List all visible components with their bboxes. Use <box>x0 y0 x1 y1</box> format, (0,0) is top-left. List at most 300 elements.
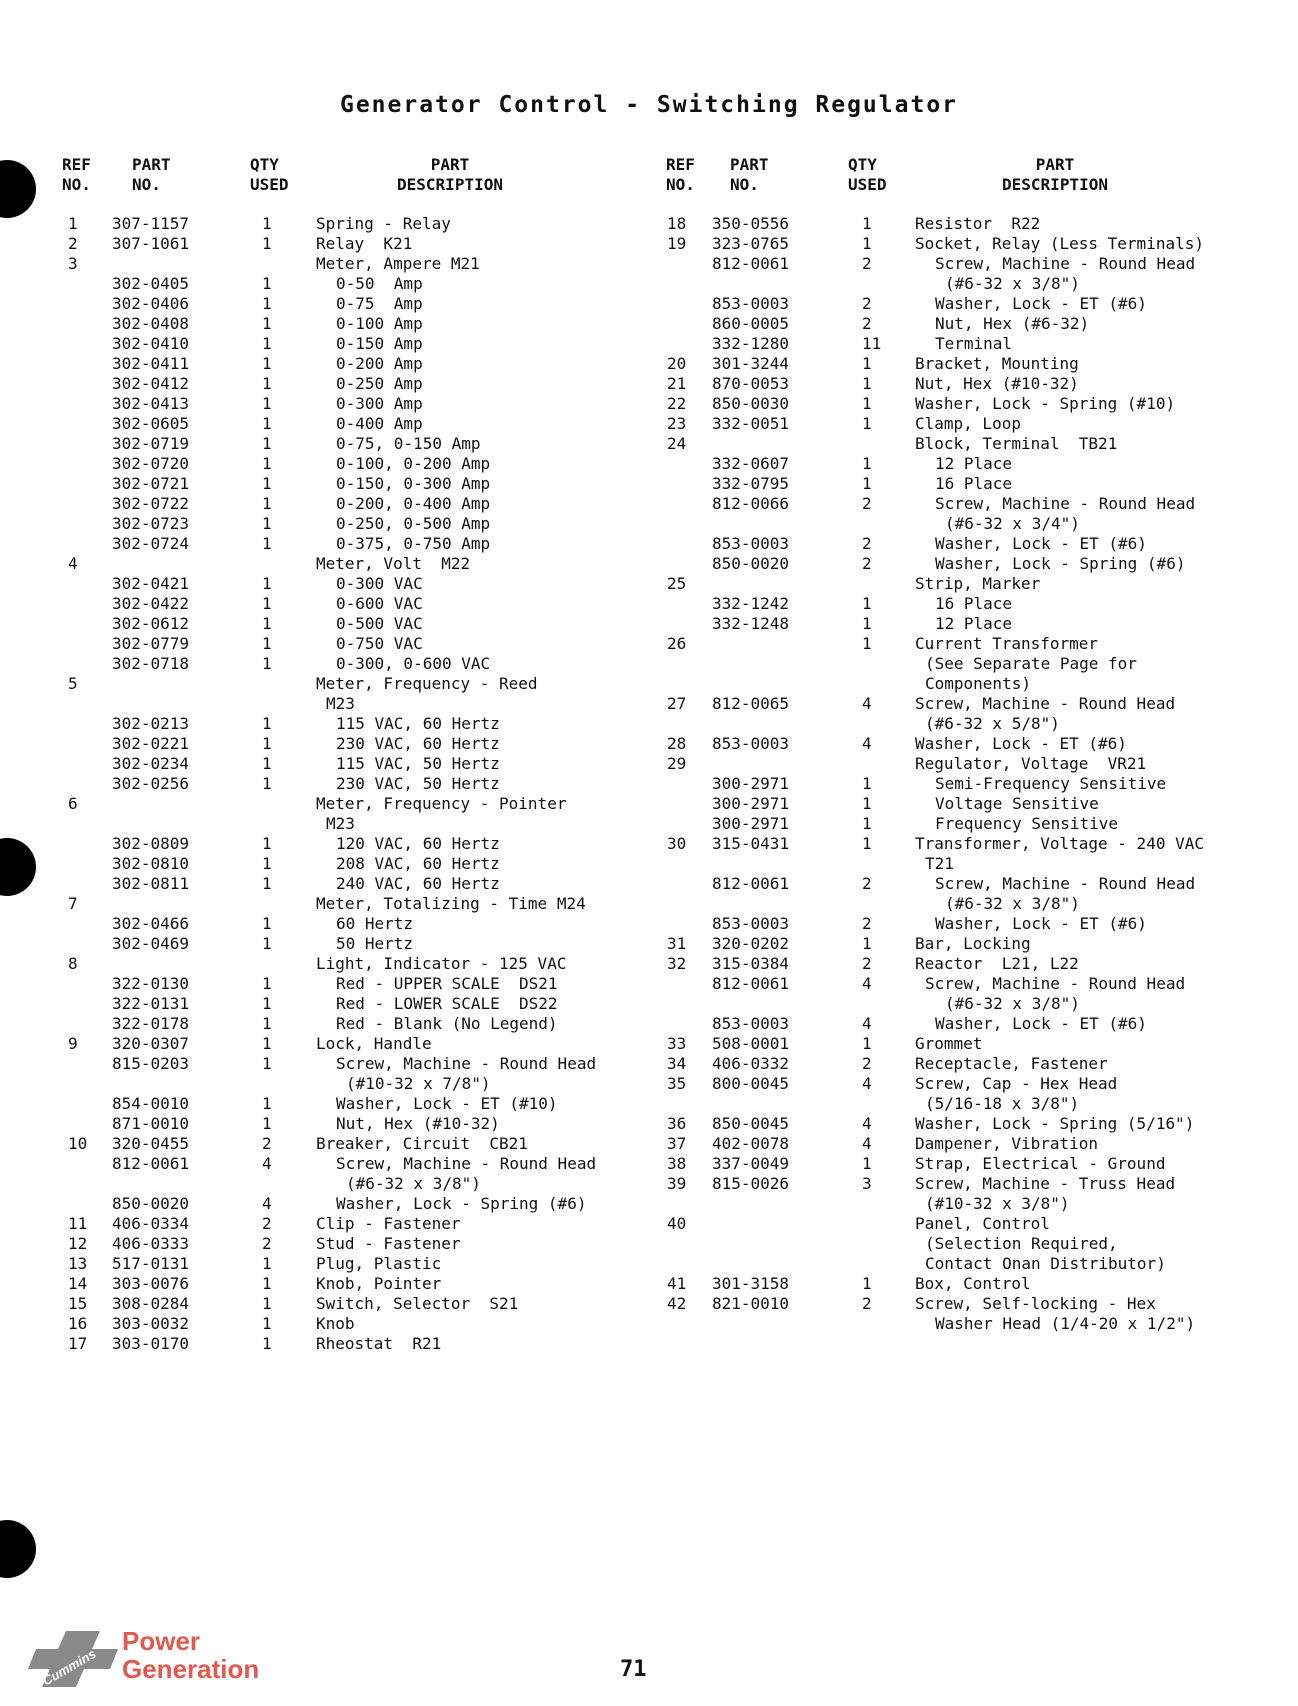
header-part-right <box>730 155 774 195</box>
part-description: Bracket, Mounting <box>915 354 1079 373</box>
part-number: 332-0051 <box>712 414 790 433</box>
parts-row <box>0 714 649 734</box>
qty-used: 1 <box>862 234 872 253</box>
parts-row <box>0 334 649 354</box>
part-number: 302-0811 <box>112 874 190 893</box>
parts-row <box>0 574 649 594</box>
parts-row <box>0 494 649 514</box>
part-description: 0-500 VAC <box>336 614 423 633</box>
qty-used: 1 <box>262 974 272 993</box>
ref-number: 7 <box>68 894 78 913</box>
parts-row <box>649 814 1298 834</box>
part-number: 302-0421 <box>112 574 190 593</box>
qty-used: 1 <box>262 834 272 853</box>
parts-row <box>649 634 1298 654</box>
parts-row <box>0 1074 649 1094</box>
qty-used: 1 <box>262 374 272 393</box>
parts-row <box>0 894 649 914</box>
part-description: Rheostat R21 <box>316 1334 442 1353</box>
part-number: 871-0010 <box>112 1114 190 1133</box>
qty-used: 1 <box>262 1014 272 1033</box>
part-number: 853-0003 <box>712 534 790 553</box>
part-number: 815-0026 <box>712 1174 790 1193</box>
parts-row <box>649 374 1298 394</box>
header-qty-line1: QTY <box>848 155 877 174</box>
ref-number: 13 <box>68 1254 88 1273</box>
parts-row <box>0 434 649 454</box>
qty-used: 1 <box>262 914 272 933</box>
qty-used: 2 <box>862 254 872 273</box>
qty-used: 1 <box>262 454 272 473</box>
part-description: Box, Control <box>915 1274 1031 1293</box>
part-description: Regulator, Voltage VR21 <box>915 754 1147 773</box>
parts-row <box>0 634 649 654</box>
qty-used: 1 <box>262 754 272 773</box>
part-number: 302-0469 <box>112 934 190 953</box>
part-number: 302-0234 <box>112 754 190 773</box>
parts-row <box>0 774 649 794</box>
parts-row <box>0 234 649 254</box>
header-qty-line2: USED <box>250 175 289 194</box>
part-description: 60 Hertz <box>336 914 414 933</box>
ref-number: 3 <box>68 254 78 273</box>
parts-row <box>0 734 649 754</box>
part-description: Washer, Lock - Spring (#10) <box>915 394 1176 413</box>
qty-used: 1 <box>862 1274 872 1293</box>
part-description: Light, Indicator - 125 VAC <box>316 954 567 973</box>
parts-row <box>649 1274 1298 1294</box>
qty-used: 2 <box>862 534 872 553</box>
part-number: 302-0466 <box>112 914 190 933</box>
parts-row <box>649 1034 1298 1054</box>
part-number: 320-0307 <box>112 1034 190 1053</box>
header-qty-left <box>250 155 300 195</box>
part-description: Current Transformer <box>915 634 1099 653</box>
part-number: 302-0724 <box>112 534 190 553</box>
ref-number: 33 <box>667 1034 687 1053</box>
part-description: 16 Place <box>935 594 1013 613</box>
part-description: Socket, Relay (Less Terminals) <box>915 234 1204 253</box>
part-number: 850-0020 <box>112 1194 190 1213</box>
qty-used: 1 <box>862 394 872 413</box>
part-description: (Selection Required, <box>925 1234 1118 1253</box>
qty-used: 1 <box>862 634 872 653</box>
part-description: Washer, Lock - ET (#6) <box>935 534 1147 553</box>
parts-row <box>649 834 1298 854</box>
part-description: (#6-32 x 3/8") <box>346 1174 481 1193</box>
part-description: Reactor L21, L22 <box>915 954 1079 973</box>
parts-row <box>0 594 649 614</box>
part-description: 120 VAC, 60 Hertz <box>336 834 500 853</box>
header-part-line1: PART <box>730 155 769 174</box>
qty-used: 1 <box>862 1034 872 1053</box>
part-number: 853-0003 <box>712 294 790 313</box>
qty-used: 4 <box>262 1154 272 1173</box>
part-description: Strap, Electrical - Ground <box>915 1154 1166 1173</box>
parts-row <box>649 294 1298 314</box>
part-description: Red - LOWER SCALE DS22 <box>336 994 558 1013</box>
qty-used: 2 <box>262 1214 272 1233</box>
parts-row <box>0 954 649 974</box>
parts-row <box>0 414 649 434</box>
part-number: 812-0061 <box>112 1154 190 1173</box>
part-description: Washer, Lock - Spring (#6) <box>336 1194 587 1213</box>
qty-used: 1 <box>862 774 872 793</box>
part-description: Plug, Plastic <box>316 1254 442 1273</box>
part-description: Meter, Frequency - Pointer <box>316 794 567 813</box>
parts-row <box>649 994 1298 1014</box>
part-description: 0-300 VAC <box>336 574 423 593</box>
part-number: 812-0066 <box>712 494 790 513</box>
qty-used: 2 <box>862 294 872 313</box>
part-number: 860-0005 <box>712 314 790 333</box>
qty-used: 1 <box>862 454 872 473</box>
part-number: 302-0605 <box>112 414 190 433</box>
part-number: 406-0333 <box>112 1234 190 1253</box>
part-number: 302-0612 <box>112 614 190 633</box>
qty-used: 1 <box>262 1094 272 1113</box>
qty-used: 1 <box>262 1254 272 1273</box>
qty-used: 1 <box>862 214 872 233</box>
parts-row <box>649 514 1298 534</box>
qty-used: 1 <box>862 374 872 393</box>
header-qty-line2: USED <box>848 175 887 194</box>
parts-row <box>649 414 1298 434</box>
part-description: Transformer, Voltage - 240 VAC <box>915 834 1204 853</box>
part-number: 815-0203 <box>112 1054 190 1073</box>
qty-used: 4 <box>862 1114 872 1133</box>
part-description: Nut, Hex (#6-32) <box>935 314 1090 333</box>
qty-used: 1 <box>262 514 272 533</box>
part-number: 303-0170 <box>112 1334 190 1353</box>
parts-row <box>0 374 649 394</box>
qty-used: 1 <box>262 354 272 373</box>
part-description: Washer, Lock - Spring (#6) <box>935 554 1186 573</box>
part-description: Screw, Machine - Round Head <box>915 694 1176 713</box>
part-description: Screw, Machine - Round Head <box>935 494 1196 513</box>
part-number: 406-0332 <box>712 1054 790 1073</box>
parts-row <box>649 534 1298 554</box>
parts-row <box>649 354 1298 374</box>
part-description: 0-100 Amp <box>336 314 423 333</box>
qty-used: 2 <box>862 1294 872 1313</box>
parts-row <box>649 654 1298 674</box>
qty-used: 1 <box>262 654 272 673</box>
parts-row <box>649 1254 1298 1274</box>
parts-row <box>649 734 1298 754</box>
parts-row <box>649 934 1298 954</box>
part-description: 115 VAC, 50 Hertz <box>336 754 500 773</box>
part-description: 0-400 Amp <box>336 414 423 433</box>
parts-row <box>0 874 649 894</box>
part-description: Screw, Machine - Truss Head <box>915 1174 1176 1193</box>
part-description: 0-250 Amp <box>336 374 423 393</box>
qty-used: 1 <box>862 934 872 953</box>
parts-row <box>0 754 649 774</box>
qty-used: 1 <box>862 594 872 613</box>
part-description: 0-375, 0-750 Amp <box>336 534 491 553</box>
qty-used: 1 <box>862 414 872 433</box>
parts-row <box>649 774 1298 794</box>
qty-used: 1 <box>262 1334 272 1353</box>
part-number: 307-1061 <box>112 234 190 253</box>
parts-row <box>0 394 649 414</box>
cummins-power-generation-logo <box>26 1625 276 1697</box>
header-ref-left <box>62 155 106 195</box>
parts-row <box>0 1314 649 1334</box>
parts-row <box>0 914 649 934</box>
qty-used: 1 <box>262 1054 272 1073</box>
header-desc-line2: DESCRIPTION <box>397 175 503 194</box>
parts-row <box>0 534 649 554</box>
qty-used: 2 <box>862 314 872 333</box>
part-number: 812-0061 <box>712 974 790 993</box>
part-description: Stud - Fastener <box>316 1234 461 1253</box>
parts-row <box>0 354 649 374</box>
ref-number: 20 <box>667 354 687 373</box>
ref-number: 4 <box>68 554 78 573</box>
parts-row <box>649 594 1298 614</box>
parts-row <box>649 1094 1298 1114</box>
parts-row <box>0 1294 649 1314</box>
ref-number: 28 <box>667 734 687 753</box>
part-number: 332-1248 <box>712 614 790 633</box>
ref-number: 39 <box>667 1174 687 1193</box>
part-number: 303-0076 <box>112 1274 190 1293</box>
part-description: Resistor R22 <box>915 214 1041 233</box>
part-number: 320-0455 <box>112 1134 190 1153</box>
parts-row <box>649 1074 1298 1094</box>
parts-row <box>0 1134 649 1154</box>
ref-number: 2 <box>68 234 78 253</box>
part-description: 115 VAC, 60 Hertz <box>336 714 500 733</box>
part-description: Washer Head (1/4-20 x 1/2") <box>935 1314 1196 1333</box>
part-number: 302-0779 <box>112 634 190 653</box>
part-description: Nut, Hex (#10-32) <box>336 1114 500 1133</box>
ref-number: 15 <box>68 1294 88 1313</box>
parts-row <box>649 874 1298 894</box>
qty-used: 2 <box>862 914 872 933</box>
qty-used: 4 <box>862 1014 872 1033</box>
part-description: 0-600 VAC <box>336 594 423 613</box>
qty-used: 1 <box>262 1274 272 1293</box>
part-description: 0-200, 0-400 Amp <box>336 494 491 513</box>
part-description: Red - UPPER SCALE DS21 <box>336 974 558 993</box>
part-number: 402-0078 <box>712 1134 790 1153</box>
parts-row <box>0 1194 649 1214</box>
part-number: 302-0422 <box>112 594 190 613</box>
parts-row <box>0 1334 649 1354</box>
parts-list-left <box>0 214 649 1354</box>
part-number: 308-0284 <box>112 1294 190 1313</box>
ref-number: 30 <box>667 834 687 853</box>
part-description: Clamp, Loop <box>915 414 1021 433</box>
part-number: 870-0053 <box>712 374 790 393</box>
qty-used: 2 <box>262 1234 272 1253</box>
part-description: (#10-32 x 7/8") <box>346 1074 491 1093</box>
parts-row <box>649 1014 1298 1034</box>
part-description: Screw, Machine - Round Head <box>336 1054 597 1073</box>
part-description: Screw, Machine - Round Head <box>925 974 1186 993</box>
part-description: (#6-32 x 3/8") <box>945 274 1080 293</box>
part-number: 302-0221 <box>112 734 190 753</box>
parts-row <box>649 214 1298 234</box>
logo-brand-text: Cummins <box>39 1645 99 1689</box>
part-description: (#6-32 x 3/8") <box>945 894 1080 913</box>
part-number: 302-0718 <box>112 654 190 673</box>
part-description: Spring - Relay <box>316 214 451 233</box>
parts-row <box>649 434 1298 454</box>
ref-number: 41 <box>667 1274 687 1293</box>
parts-row <box>0 254 649 274</box>
parts-row <box>649 554 1298 574</box>
part-description: (#6-32 x 3/8") <box>945 994 1080 1013</box>
parts-row <box>0 514 649 534</box>
part-description: Bar, Locking <box>915 934 1031 953</box>
part-description: (#6-32 x 5/8") <box>925 714 1060 733</box>
ref-number: 29 <box>667 754 687 773</box>
parts-row <box>649 474 1298 494</box>
part-number: 302-0408 <box>112 314 190 333</box>
parts-row <box>0 1054 649 1074</box>
ref-number: 16 <box>68 1314 88 1333</box>
parts-row <box>649 454 1298 474</box>
qty-used: 1 <box>262 874 272 893</box>
parts-row <box>0 674 649 694</box>
ref-number: 12 <box>68 1234 88 1253</box>
part-description: 0-75 Amp <box>336 294 423 313</box>
part-description: 0-300, 0-600 VAC <box>336 654 491 673</box>
part-description: Washer, Lock - ET (#6) <box>935 1014 1147 1033</box>
qty-used: 4 <box>862 1134 872 1153</box>
header-ref-right <box>666 155 710 195</box>
part-description: Grommet <box>915 1034 983 1053</box>
ref-number: 27 <box>667 694 687 713</box>
parts-row <box>0 1274 649 1294</box>
part-description: Washer, Lock - ET (#6) <box>935 914 1147 933</box>
qty-used: 1 <box>262 214 272 233</box>
part-number: 302-0810 <box>112 854 190 873</box>
part-description: (#10-32 x 3/8") <box>925 1194 1070 1213</box>
parts-row <box>649 694 1298 714</box>
part-description: T21 <box>925 854 954 873</box>
ref-number: 5 <box>68 674 78 693</box>
parts-row <box>649 914 1298 934</box>
part-description: Voltage Sensitive <box>935 794 1099 813</box>
parts-row <box>649 1054 1298 1074</box>
part-number: 300-2971 <box>712 774 790 793</box>
ref-number: 21 <box>667 374 687 393</box>
parts-row <box>0 1174 649 1194</box>
ref-number: 36 <box>667 1114 687 1133</box>
qty-used: 1 <box>262 414 272 433</box>
header-part-line1: PART <box>132 155 171 174</box>
ref-number: 37 <box>667 1134 687 1153</box>
part-description: 50 Hertz <box>336 934 414 953</box>
qty-used: 1 <box>262 494 272 513</box>
part-description: Strip, Marker <box>915 574 1041 593</box>
part-description: Washer, Lock - ET (#10) <box>336 1094 558 1113</box>
part-number: 853-0003 <box>712 734 790 753</box>
parts-row <box>0 1114 649 1134</box>
parts-row <box>649 854 1298 874</box>
part-number: 812-0061 <box>712 874 790 893</box>
part-number: 821-0010 <box>712 1294 790 1313</box>
qty-used: 1 <box>862 814 872 833</box>
header-desc-right <box>985 155 1125 195</box>
parts-row <box>0 294 649 314</box>
binder-hole <box>0 160 36 218</box>
qty-used: 1 <box>262 714 272 733</box>
qty-used: 1 <box>262 534 272 553</box>
part-number: 350-0556 <box>712 214 790 233</box>
part-description: M23 <box>326 814 355 833</box>
qty-used: 4 <box>862 734 872 753</box>
header-desc-left <box>380 155 520 195</box>
part-number: 332-1280 <box>712 334 790 353</box>
ref-number: 1 <box>68 214 78 233</box>
ref-number: 40 <box>667 1214 687 1233</box>
header-qty-line1: QTY <box>250 155 279 174</box>
parts-row <box>0 1014 649 1034</box>
part-description: 0-100, 0-200 Amp <box>336 454 491 473</box>
part-description: 0-250, 0-500 Amp <box>336 514 491 533</box>
parts-row <box>0 214 649 234</box>
part-description: 12 Place <box>935 454 1013 473</box>
part-number: 508-0001 <box>712 1034 790 1053</box>
part-description: 0-200 Amp <box>336 354 423 373</box>
qty-used: 1 <box>262 234 272 253</box>
part-description: Screw, Machine - Round Head <box>935 254 1196 273</box>
header-part-left <box>132 155 176 195</box>
part-number: 302-0719 <box>112 434 190 453</box>
parts-row <box>649 494 1298 514</box>
parts-row <box>649 274 1298 294</box>
parts-row <box>649 1234 1298 1254</box>
qty-used: 1 <box>262 594 272 613</box>
parts-row <box>0 994 649 1014</box>
parts-row <box>649 574 1298 594</box>
part-number: 302-0410 <box>112 334 190 353</box>
part-number: 302-0256 <box>112 774 190 793</box>
qty-used: 2 <box>862 874 872 893</box>
logo-line2: Generation <box>122 1654 260 1684</box>
part-description: Screw, Cap - Hex Head <box>915 1074 1118 1093</box>
part-description: Breaker, Circuit CB21 <box>316 1134 528 1153</box>
qty-used: 1 <box>262 434 272 453</box>
ref-number: 24 <box>667 434 687 453</box>
parts-row <box>649 1134 1298 1154</box>
part-description: Lock, Handle <box>316 1034 432 1053</box>
ref-number: 22 <box>667 394 687 413</box>
part-number: 812-0065 <box>712 694 790 713</box>
parts-row <box>649 714 1298 734</box>
part-number: 322-0131 <box>112 994 190 1013</box>
qty-used: 2 <box>262 1134 272 1153</box>
ref-number: 14 <box>68 1274 88 1293</box>
part-description: Screw, Machine - Round Head <box>336 1154 597 1173</box>
part-description: 0-150, 0-300 Amp <box>336 474 491 493</box>
part-description: 0-75, 0-150 Amp <box>336 434 481 453</box>
ref-number: 10 <box>68 1134 88 1153</box>
parts-row <box>649 794 1298 814</box>
part-number: 300-2971 <box>712 814 790 833</box>
qty-used: 3 <box>862 1174 872 1193</box>
ref-number: 18 <box>667 214 687 233</box>
part-number: 320-0202 <box>712 934 790 953</box>
qty-used: 4 <box>862 974 872 993</box>
parts-row <box>0 694 649 714</box>
